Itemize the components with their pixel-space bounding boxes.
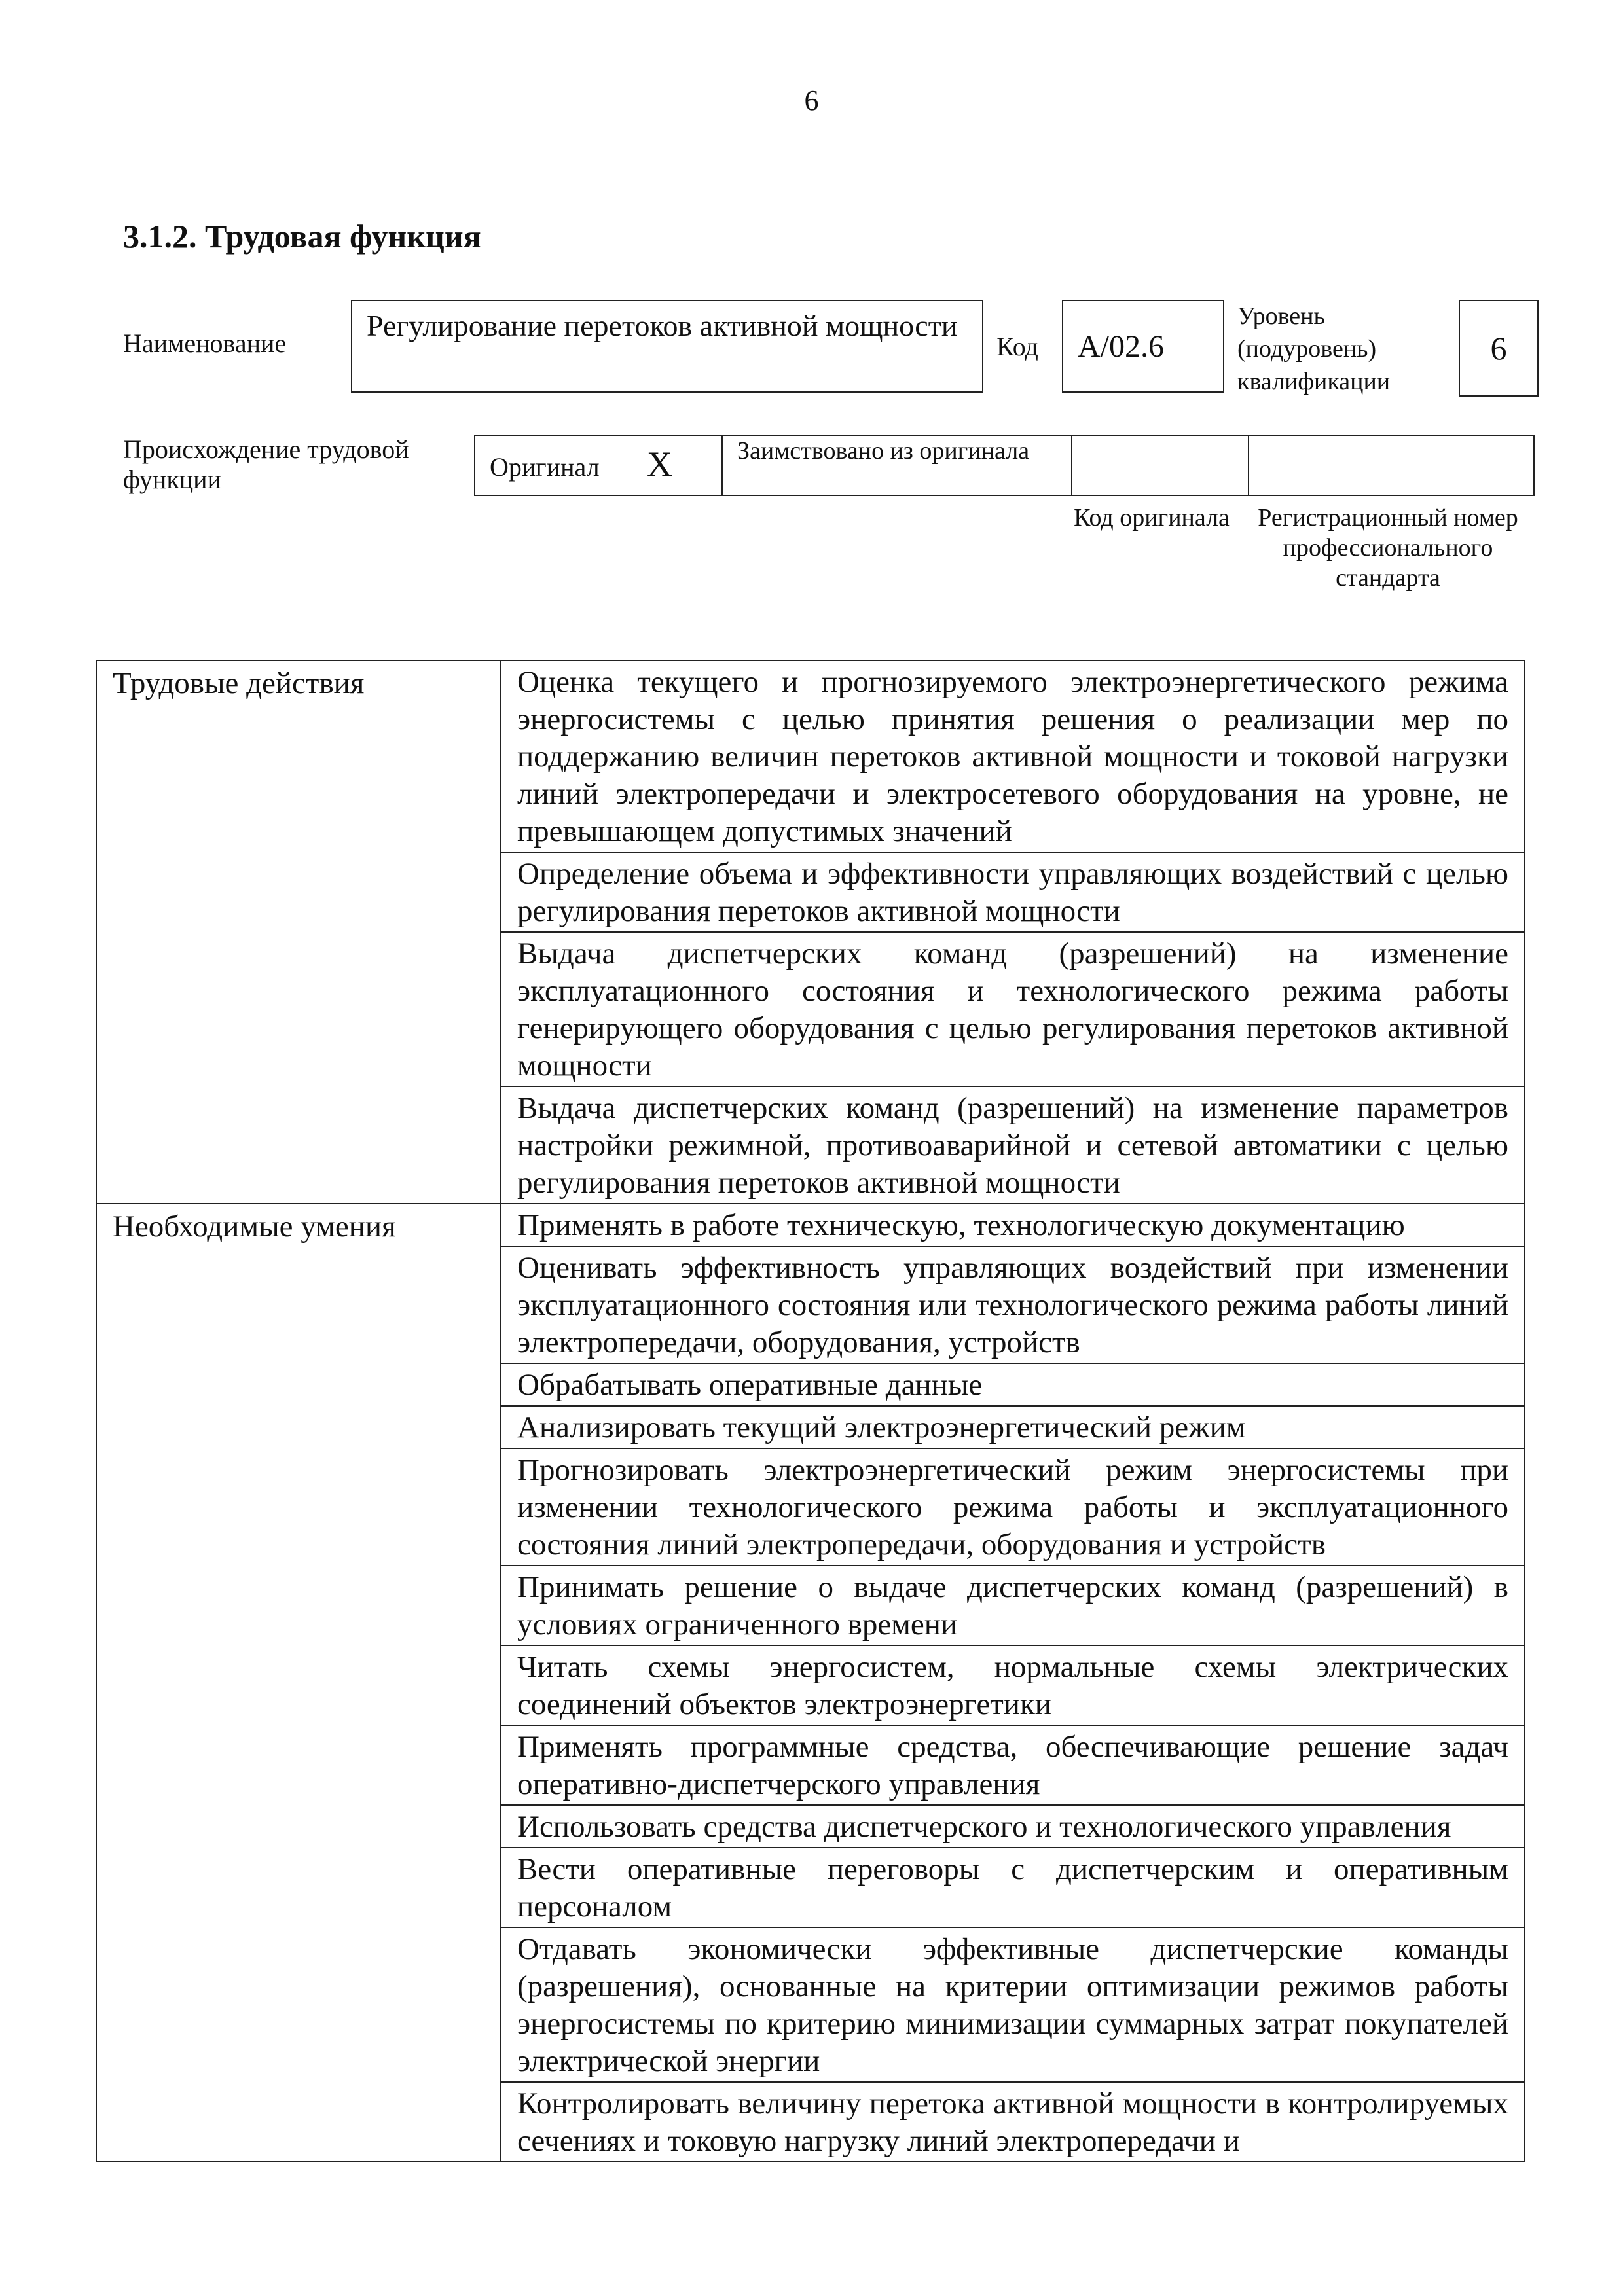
table-row bbox=[96, 660, 1525, 852]
level-label: Уровень (подуровень) квалификации bbox=[1237, 302, 1391, 395]
code-original-caption: Код оригинала bbox=[1074, 504, 1230, 531]
function-name-box bbox=[351, 300, 983, 393]
labor-actions-category: Трудовые действия bbox=[96, 660, 501, 1204]
labor-actions-item: Оценка текущего и прогнозируемого электроэнергетического режима энергосистемы с целью принятия решения о реализации мер по поддержанию величин перетоков активной мощности и токовой нагрузки линий электропередачи и электросетевого оборудования на уровне, не превышающем допустимых значений bbox=[501, 660, 1525, 852]
skills-item: Контролировать величину перетока активной мощности в контролируемых сечениях и токовую нагрузку линий электропередачи и bbox=[501, 2082, 1525, 2162]
skills-item: Использовать средства диспетчерского и технологического управления bbox=[501, 1805, 1525, 1848]
labor-function-table bbox=[96, 660, 1525, 2162]
origin-reg-cell bbox=[1249, 436, 1533, 495]
skills-item: Применять в работе техническую, технологическую документацию bbox=[501, 1204, 1525, 1246]
name-label: Наименование bbox=[123, 329, 287, 358]
code-label: Код bbox=[996, 332, 1038, 361]
original-mark: X bbox=[647, 444, 672, 484]
skills-item: Оценивать эффективность управляющих воздействий при изменении эксплуатационного состояния или технологического режима работы линий электропередачи, оборудования, устройств bbox=[501, 1246, 1525, 1363]
labor-actions-item: Выдача диспетчерских команд (разрешений) на изменение эксплуатационного состояния и технологического режима работы генерирующего оборудования с целью регулирования перетоков активной мощности bbox=[501, 932, 1525, 1086]
origin-code-cell bbox=[1072, 436, 1249, 495]
function-name: Регулирование перетоков активной мощности bbox=[367, 309, 958, 342]
skills-item: Обрабатывать оперативные данные bbox=[501, 1363, 1525, 1406]
level-box bbox=[1459, 300, 1539, 397]
origin-label: Происхождение трудовой функции bbox=[123, 435, 409, 494]
skills-item: Читать схемы энергосистем, нормальные схемы электрических соединений объектов электроэнергетики bbox=[501, 1645, 1525, 1725]
skills-item: Прогнозировать электроэнергетический режим энергосистемы при изменении технологического режима работы и эксплуатационного состояния линий электропередачи, оборудования и устройств bbox=[501, 1448, 1525, 1566]
level-value: 6 bbox=[1490, 330, 1507, 367]
origin-borrowed-cell bbox=[723, 436, 1072, 495]
skills-item: Отдавать экономически эффективные диспетчерские команды (разрешения), основанные на критерии оптимизации режимов работы энергосистемы по критерию минимизации суммарных затрат покупателей электрической энергии bbox=[501, 1928, 1525, 2082]
origin-table bbox=[474, 435, 1535, 496]
section-heading: 3.1.2. Трудовая функция bbox=[123, 218, 481, 255]
code-box bbox=[1062, 300, 1224, 393]
table-row bbox=[96, 1204, 1525, 1246]
original-label: Оригинал bbox=[490, 452, 600, 482]
labor-actions-item: Выдача диспетчерских команд (разрешений) на изменение параметров настройки режимной, противоаварийной и сетевой автоматики с целью регулирования перетоков активной мощности bbox=[501, 1086, 1525, 1204]
labor-actions-item: Определение объема и эффективности управляющих воздействий с целью регулирования перетоков активной мощности bbox=[501, 852, 1525, 932]
page-number: 6 bbox=[804, 84, 819, 117]
reg-number-caption: Регистрационный номер профессионального стандарта bbox=[1258, 504, 1518, 592]
skills-category: Необходимые умения bbox=[96, 1204, 501, 2162]
skills-item: Вести оперативные переговоры с диспетчерским и оперативным персоналом bbox=[501, 1848, 1525, 1928]
skills-item: Принимать решение о выдаче диспетчерских команд (разрешений) в условиях ограниченного времени bbox=[501, 1566, 1525, 1645]
origin-original-cell bbox=[475, 436, 723, 495]
function-code: A/02.6 bbox=[1078, 329, 1164, 364]
skills-item: Анализировать текущий электроэнергетический режим bbox=[501, 1406, 1525, 1448]
skills-item: Применять программные средства, обеспечивающие решение задач оперативно-диспетчерского управления bbox=[501, 1725, 1525, 1805]
borrowed-label: Заимствовано из оригинала bbox=[737, 437, 1030, 465]
